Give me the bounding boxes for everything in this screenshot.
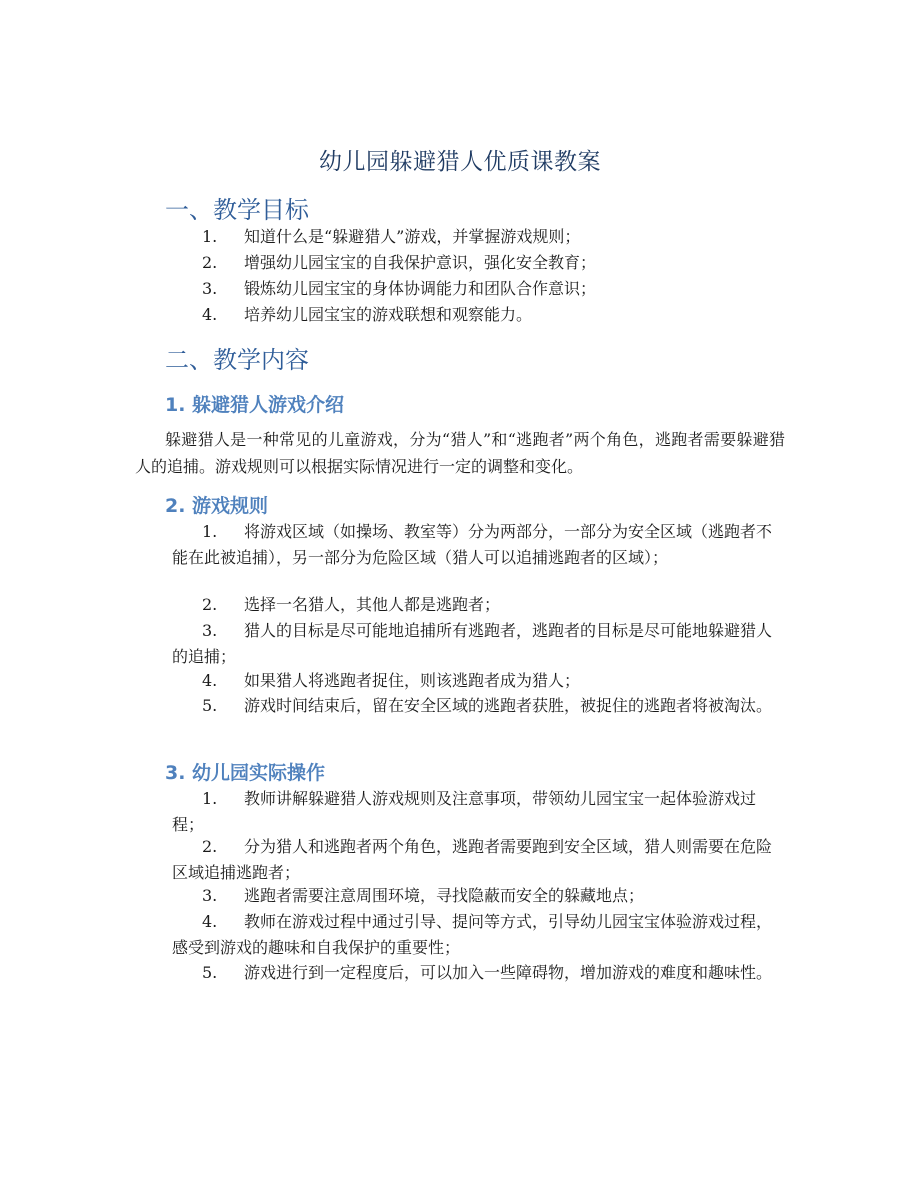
- subsection-heading-intro: 1. 躲避猎人游戏介绍: [165, 394, 345, 416]
- list-number: 5.: [202, 963, 218, 982]
- list-item: [172, 960, 787, 986]
- list-text: 如果猎人将逃跑者捉住，则该逃跑者成为猎人；: [244, 671, 581, 690]
- list-text: 教师讲解躲避猎人游戏规则及注意事项，带领幼儿园宝宝一起体验游戏过程；: [172, 789, 757, 834]
- list-item: [172, 909, 787, 961]
- list-text: 逃跑者需要注意周围环境，寻找隐蔽而安全的躲藏地点；: [244, 886, 645, 905]
- list-number: 1.: [202, 522, 218, 541]
- list-number: 2.: [202, 837, 218, 856]
- list-number: 3.: [202, 279, 218, 298]
- list-text: 游戏进行到一定程度后，可以加入一些障碍物，增加游戏的难度和趣味性。: [244, 963, 773, 982]
- list-text: 选择一名猎人，其他人都是逃跑者；: [244, 595, 501, 614]
- list-number: 2.: [202, 253, 218, 272]
- list-item: [172, 224, 787, 250]
- list-text: 增强幼儿园宝宝的自我保护意识，强化安全教育；: [244, 253, 597, 272]
- list-item: [172, 592, 787, 618]
- list-item: [172, 786, 787, 838]
- list-number: 1.: [202, 227, 218, 246]
- list-item: [172, 618, 787, 670]
- list-number: 1.: [202, 789, 218, 808]
- list-number: 4.: [202, 912, 218, 931]
- list-number: 2.: [202, 595, 218, 614]
- intro-paragraph: 躲避猎人是一种常见的儿童游戏，分为“猎人”和“逃跑者”两个角色，逃跑者需要躲避猎人的追捕。游戏规则可以根据实际情况进行一定的调整和变化。: [135, 430, 785, 476]
- list-number: 4.: [202, 671, 218, 690]
- list-text: 猎人的目标是尽可能地追捕所有逃跑者，逃跑者的目标是尽可能地躲避猎人的追捕；: [172, 621, 773, 666]
- list-item: [172, 519, 787, 571]
- subsection-heading-practice: 3. 幼儿园实际操作: [165, 762, 326, 784]
- subsection-heading-rules: 2. 游戏规则: [165, 495, 269, 517]
- section-heading-objectives: 一、教学目标: [165, 196, 309, 224]
- list-item: [172, 668, 787, 694]
- page-title: 幼儿园躲避猎人优质课教案: [319, 149, 601, 175]
- list-item: [172, 276, 787, 302]
- list-text: 培养幼儿园宝宝的游戏联想和观察能力。: [244, 305, 533, 324]
- list-item: [172, 883, 787, 909]
- list-text: 分为猎人和逃跑者两个角色，逃跑者需要跑到安全区域，猎人则需要在危险区域追捕逃跑者；: [172, 837, 773, 882]
- list-number: 4.: [202, 305, 218, 324]
- list-number: 3.: [202, 886, 218, 905]
- list-text: 将游戏区域（如操场、教室等）分为两部分，一部分为安全区域（逃跑者不能在此被追捕），另一部分为危险区域（猎人可以追捕逃跑者的区域）；: [172, 522, 773, 567]
- list-number: 3.: [202, 621, 218, 640]
- list-text: 知道什么是“躲避猎人”游戏，并掌握游戏规则；: [244, 227, 581, 246]
- list-item: [172, 834, 787, 886]
- section-heading-content: 二、教学内容: [165, 346, 309, 374]
- list-item: [172, 302, 787, 328]
- list-text: 游戏时间结束后，留在安全区域的逃跑者获胜，被捉住的逃跑者将被淘汰。: [244, 696, 773, 715]
- list-item: [172, 693, 787, 719]
- list-item: [172, 250, 787, 276]
- list-text: 教师在游戏过程中通过引导、提问等方式，引导幼儿园宝宝体验游戏过程，感受到游戏的趣味和自我保护的重要性；: [172, 912, 773, 957]
- list-number: 5.: [202, 696, 218, 715]
- list-text: 锻炼幼儿园宝宝的身体协调能力和团队合作意识；: [244, 279, 597, 298]
